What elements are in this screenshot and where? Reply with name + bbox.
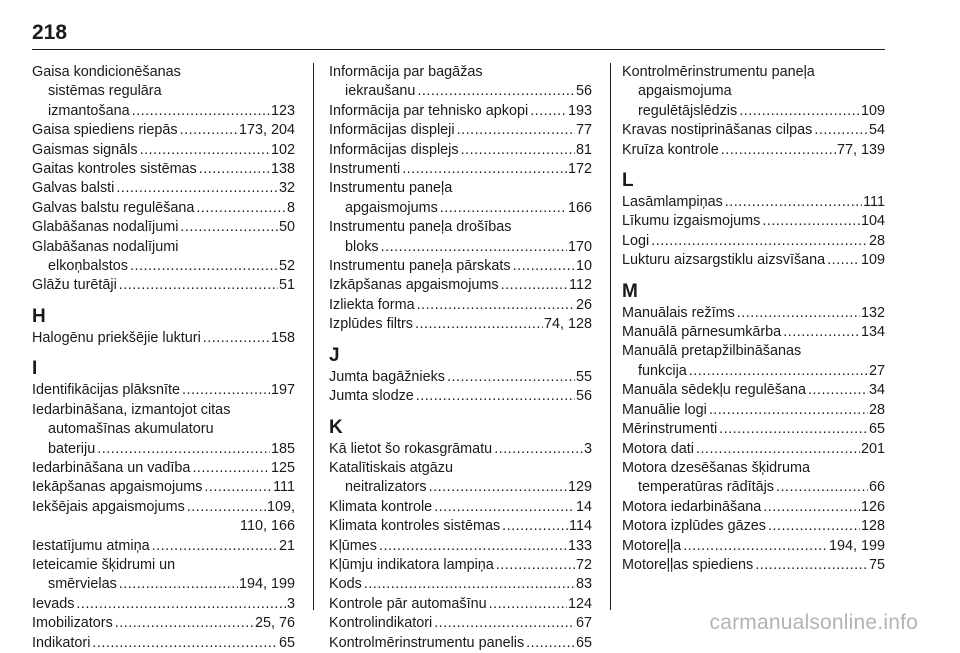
index-entry-term: Lukturu aizsargstiklu aizsvīšana xyxy=(622,252,826,269)
index-entry-pages: 132 xyxy=(860,304,885,321)
dot-leader xyxy=(417,82,575,101)
index-entry xyxy=(622,63,885,121)
header-rule xyxy=(32,49,885,50)
dot-leader xyxy=(513,257,575,276)
index-entry-term: temperatūras rādītājs xyxy=(638,479,774,496)
index-entry-term-line: Manuālā pretapžilbināšanas xyxy=(622,343,802,360)
index-entry xyxy=(32,276,295,295)
index-entry-term-line: sistēmas regulāra xyxy=(48,83,162,100)
dot-leader xyxy=(204,478,272,497)
index-letter-heading: H xyxy=(32,305,46,327)
index-entry-term-line: automašīnas akumulatoru xyxy=(48,421,214,438)
dot-leader xyxy=(140,141,270,160)
index-entry-term: Motoreļļa xyxy=(622,537,682,554)
index-entry-term: Izliekta forma xyxy=(329,296,415,313)
index-entry xyxy=(32,459,295,478)
index-entry-term: Kods xyxy=(329,576,362,593)
index-entry-term: Manuālais režīms xyxy=(622,304,735,321)
index-entry xyxy=(329,315,592,334)
index-entry-term: Iestatījumu atmiņa xyxy=(32,537,150,554)
index-entry-pages: 194, 199 xyxy=(828,537,885,554)
dot-leader xyxy=(97,440,270,459)
dot-leader xyxy=(526,634,575,653)
index-entry xyxy=(329,517,592,536)
index-entry xyxy=(329,459,592,498)
index-entry xyxy=(329,102,592,121)
dot-leader xyxy=(402,160,567,179)
dot-leader xyxy=(415,315,543,334)
index-entry-pages: 172 xyxy=(567,161,592,178)
dot-leader xyxy=(494,440,583,459)
index-entry-term-line: Ieteicamie šķidrumi un xyxy=(32,556,176,573)
index-letter-heading: L xyxy=(622,170,634,192)
index-entry xyxy=(32,329,295,348)
index-entry-term-line: Informācija par bagāžas xyxy=(329,64,483,80)
index-entry-pages: 114 xyxy=(569,518,592,535)
index-entry-pages: 3 xyxy=(286,595,295,612)
index-entry xyxy=(329,179,592,218)
index-entry xyxy=(329,141,592,160)
index-entry-pages: 66 xyxy=(868,479,885,496)
dot-leader xyxy=(364,575,575,594)
index-entry xyxy=(32,614,295,633)
dot-leader xyxy=(808,381,868,400)
index-entry-term: Kravas nostiprināšanas cilpas xyxy=(622,122,813,139)
index-entry-term-line: Katalītiskais atgāzu xyxy=(329,459,453,476)
index-entry-term: Gaisa spiediens riepās xyxy=(32,122,178,139)
index-entry-term: Klimata kontroles sistēmas xyxy=(329,518,501,535)
index-entry-pages: 185 xyxy=(270,440,295,457)
index-entry-term: Glāžu turētāji xyxy=(32,277,117,294)
index-entry-pages: 173, 204 xyxy=(238,122,295,139)
index-entry-pages: 112 xyxy=(569,277,592,294)
index-entry-pages: 111 xyxy=(273,479,295,496)
dot-leader xyxy=(696,440,860,459)
index-entry xyxy=(329,63,592,102)
index-entry-pages: 67 xyxy=(575,615,592,632)
index-entry-pages: 166 xyxy=(567,199,592,216)
index-entry-term-line: Glabāšanas nodalījumi xyxy=(32,238,179,255)
index-entry-term: Gaismas signāls xyxy=(32,141,138,158)
index-entry-pages: 3 xyxy=(583,440,592,457)
index-entry xyxy=(329,595,592,614)
index-entry-pages: 77 xyxy=(575,122,592,139)
index-entry-term: Izkāpšanas apgaismojums xyxy=(329,277,499,294)
index-entry-pages: 123 xyxy=(270,102,295,119)
index-entry-term: iekraušanu xyxy=(345,83,416,100)
index-entry-term-line: Motora dzesēšanas šķidruma xyxy=(622,459,810,476)
index-entry-term: Manuāla sēdekļu regulēšana xyxy=(622,382,807,399)
dot-leader xyxy=(132,102,270,121)
index-entry-pages: 197 xyxy=(270,382,295,399)
index-entry-pages: 125 xyxy=(270,459,295,476)
index-entry xyxy=(622,420,885,439)
index-entry xyxy=(622,212,885,231)
dot-leader xyxy=(689,362,868,381)
dot-leader xyxy=(501,276,568,295)
page-number: 218 xyxy=(32,21,68,44)
index-column-3 xyxy=(622,63,885,575)
index-entry-term: Motora dati xyxy=(622,440,694,457)
index-entry-pages: 138 xyxy=(270,161,295,178)
dot-leader xyxy=(440,199,567,218)
index-entry-pages: 51 xyxy=(278,277,295,294)
dot-leader xyxy=(502,517,568,536)
dot-leader xyxy=(719,420,868,439)
dot-leader xyxy=(192,459,270,478)
index-entry-term: Līkumu izgaismojums xyxy=(622,213,761,230)
index-entry-pages: 27 xyxy=(868,362,885,379)
index-entry-pages: 193 xyxy=(567,102,592,119)
index-entry-pages: 34 xyxy=(868,382,885,399)
index-entry-term-line: Gaisa kondicionēšanas xyxy=(32,64,181,80)
index-entry xyxy=(622,556,885,575)
index-entry-term: Kā lietot šo rokasgrāmatu xyxy=(329,440,493,457)
index-entry xyxy=(329,556,592,575)
dot-leader xyxy=(496,556,575,575)
index-entry-term: izmantošana xyxy=(48,102,130,119)
column-divider xyxy=(610,63,611,610)
index-entry xyxy=(32,199,295,218)
index-entry-pages: 14 xyxy=(575,498,592,515)
dot-leader xyxy=(457,121,575,140)
index-entry-pages: 65 xyxy=(278,634,295,651)
dot-leader xyxy=(725,193,862,212)
index-entry xyxy=(622,342,885,381)
dot-leader xyxy=(381,238,567,257)
dot-leader xyxy=(651,232,868,251)
index-entry-pages: 126 xyxy=(860,498,885,515)
index-entry xyxy=(32,63,295,121)
index-entry xyxy=(622,498,885,517)
dot-leader xyxy=(683,537,828,556)
index-entry xyxy=(329,498,592,517)
index-entry-term: Glabāšanas nodalījumi xyxy=(32,219,179,236)
dot-leader xyxy=(92,634,278,653)
index-entry-term-line: apgaismojuma xyxy=(638,83,732,100)
index-entry-term: Kontrolmērinstrumentu panelis xyxy=(329,634,525,651)
index-entry-pages: 50 xyxy=(278,219,295,236)
index-entry-term: Iekšējais apgaismojums xyxy=(32,498,185,515)
dot-leader xyxy=(119,276,278,295)
index-entry xyxy=(329,537,592,556)
index-entry-pages: 133 xyxy=(567,537,592,554)
index-entry xyxy=(329,440,592,459)
index-entry-term-line: Instrumentu paneļa drošības xyxy=(329,219,512,236)
index-entry-pages: 201 xyxy=(860,440,885,457)
column-divider xyxy=(313,63,314,610)
index-entry-term: funkcija xyxy=(638,362,687,379)
dot-leader xyxy=(434,498,575,517)
index-entry-term: Kontrole pār automašīnu xyxy=(329,595,487,612)
index-entry-pages: 65 xyxy=(575,634,592,651)
index-entry-pages: 74, 128 xyxy=(543,316,592,333)
index-entry-term: Halogēnu priekšējie lukturi xyxy=(32,329,201,346)
dot-leader xyxy=(130,257,278,276)
dot-leader xyxy=(196,199,286,218)
index-entry xyxy=(329,160,592,179)
dot-leader xyxy=(203,329,270,348)
index-entry-pages: 28 xyxy=(868,232,885,249)
index-entry-term: Kļūmes xyxy=(329,537,377,554)
index-entry-pages: 129 xyxy=(567,479,592,496)
index-entry-term: elkoņbalstos xyxy=(48,258,128,275)
index-entry-pages: 52 xyxy=(278,258,295,275)
index-entry xyxy=(329,121,592,140)
index-entry-pages: 54 xyxy=(868,122,885,139)
index-entry-pages: 102 xyxy=(270,141,295,158)
index-entry-pages: 72 xyxy=(575,556,592,573)
dot-leader xyxy=(199,160,270,179)
dot-leader xyxy=(434,614,575,633)
index-entry-pages: 56 xyxy=(575,83,592,100)
index-entry-term: Gaitas kontroles sistēmas xyxy=(32,161,197,178)
index-entry xyxy=(32,634,295,653)
index-entry-pages: 26 xyxy=(575,296,592,313)
dot-leader xyxy=(180,121,238,140)
index-entry xyxy=(329,276,592,295)
dot-leader xyxy=(182,381,270,400)
index-entry xyxy=(32,121,295,140)
index-entry-pages: 111 xyxy=(863,194,885,211)
index-entry-term: Imobilizators xyxy=(32,615,113,632)
index-entry xyxy=(32,238,295,277)
index-entry-term: Identifikācijas plāksnīte xyxy=(32,382,180,399)
index-entry xyxy=(622,232,885,251)
index-entry-term-line: Instrumentu paneļa xyxy=(329,180,453,197)
dot-leader xyxy=(737,304,860,323)
index-entry-term: Jumta bagāžnieks xyxy=(329,368,445,385)
dot-leader xyxy=(783,323,860,342)
index-entry xyxy=(622,401,885,420)
dot-leader xyxy=(416,387,575,406)
dot-leader xyxy=(429,478,567,497)
index-entry-term: Motora iedarbināšana xyxy=(622,498,762,515)
index-entry-pages: 104 xyxy=(860,213,885,230)
dot-leader xyxy=(116,179,278,198)
dot-leader xyxy=(152,537,278,556)
dot-leader xyxy=(709,401,868,420)
dot-leader xyxy=(379,537,567,556)
index-entry-term: Informācijas displeji xyxy=(329,122,455,139)
index-entry-term: Galvas balsti xyxy=(32,180,115,197)
index-entry-term: Informācija par tehnisko apkopi xyxy=(329,102,529,119)
index-entry-pages: 170 xyxy=(567,238,592,255)
dot-leader xyxy=(755,556,868,575)
index-entry xyxy=(32,218,295,237)
index-entry xyxy=(622,517,885,536)
index-entry-term: bloks xyxy=(345,238,379,255)
dot-leader xyxy=(187,498,266,517)
index-entry-pages: 109 xyxy=(860,252,885,269)
index-entry-pages: 75 xyxy=(868,556,885,573)
index-entry-term: Instrumentu paneļa pārskats xyxy=(329,258,511,275)
dot-leader xyxy=(762,212,860,231)
index-letter-heading: K xyxy=(329,416,343,438)
index-entry-term: Manuālā pārnesumkārba xyxy=(622,324,782,341)
index-entry-pages: 109, xyxy=(266,498,295,515)
index-entry xyxy=(32,160,295,179)
index-entry xyxy=(622,304,885,323)
index-entry-term: Manuālie logi xyxy=(622,401,707,418)
index-column-2 xyxy=(329,63,592,653)
index-letter-heading: J xyxy=(329,344,340,366)
index-entry-term: Motoreļļas spiediens xyxy=(622,556,754,573)
index-entry xyxy=(329,368,592,387)
dot-leader xyxy=(530,102,567,121)
index-entry-pages: 28 xyxy=(868,401,885,418)
index-entry-term: Ievads xyxy=(32,595,75,612)
index-entry xyxy=(32,141,295,160)
index-entry xyxy=(32,401,295,459)
index-entry-pages: 55 xyxy=(575,368,592,385)
index-entry-term: Izplūdes filtrs xyxy=(329,316,413,333)
dot-leader xyxy=(461,141,575,160)
index-letter-heading: I xyxy=(32,358,38,380)
index-entry-term: apgaismojums xyxy=(345,199,438,216)
index-entry-term-line: Iedarbināšana, izmantojot citas xyxy=(32,401,231,418)
index-entry-pages: 124 xyxy=(567,595,592,612)
dot-leader xyxy=(115,614,254,633)
dot-leader xyxy=(76,595,286,614)
index-entry-pages: 32 xyxy=(278,180,295,197)
index-entry-term: smērvielas xyxy=(48,576,117,593)
index-entry xyxy=(329,614,592,633)
index-entry xyxy=(622,537,885,556)
index-entry xyxy=(622,459,885,498)
index-entry-term: Galvas balstu regulēšana xyxy=(32,199,195,216)
index-letter-heading: M xyxy=(622,280,638,302)
index-entry xyxy=(622,141,885,160)
index-entry-term: bateriju xyxy=(48,440,96,457)
index-entry-pages: 10 xyxy=(575,258,592,275)
index-entry xyxy=(622,440,885,459)
index-entry xyxy=(32,556,295,595)
index-entry-pages: 81 xyxy=(575,141,592,158)
index-entry xyxy=(329,387,592,406)
index-entry xyxy=(32,498,295,537)
index-entry-pages: 65 xyxy=(868,421,885,438)
index-entry-pages: 21 xyxy=(278,537,295,554)
index-entry xyxy=(329,257,592,276)
index-entry xyxy=(329,634,592,653)
index-entry-pages: 109 xyxy=(860,102,885,119)
index-entry xyxy=(32,537,295,556)
index-entry xyxy=(32,179,295,198)
index-entry xyxy=(329,296,592,315)
index-entry-pages: 194, 199 xyxy=(238,576,295,593)
index-entry-term: Mērinstrumenti xyxy=(622,421,718,438)
index-entry-pages: 8 xyxy=(286,199,295,216)
dot-leader xyxy=(827,251,860,270)
index-entry-term: Iedarbināšana un vadība xyxy=(32,459,191,476)
index-entry-pages: 128 xyxy=(860,518,885,535)
index-entry-term: Informācijas displejs xyxy=(329,141,459,158)
index-entry-term: Kontrolindikatori xyxy=(329,615,433,632)
index-entry-term: neitralizators xyxy=(345,479,427,496)
index-entry-term: Logi xyxy=(622,232,650,249)
index-entry xyxy=(622,121,885,140)
index-entry-pages: 25, 76 xyxy=(254,615,295,632)
index-entry-pages: 83 xyxy=(575,576,592,593)
index-entry xyxy=(622,193,885,212)
index-entry xyxy=(329,218,592,257)
index-entry-term: Motora izplūdes gāzes xyxy=(622,518,766,535)
dot-leader xyxy=(721,141,836,160)
index-entry xyxy=(622,381,885,400)
index-entry-pages-continued: 110, 166 xyxy=(240,518,295,535)
dot-leader xyxy=(119,575,238,594)
index-entry-pages: 158 xyxy=(270,329,295,346)
index-entry xyxy=(32,381,295,400)
index-entry-term: Jumta slodze xyxy=(329,388,414,405)
index-entry-term-line: Kontrolmērinstrumentu paneļa xyxy=(622,64,815,80)
index-entry xyxy=(329,575,592,594)
dot-leader xyxy=(489,595,567,614)
dot-leader xyxy=(814,121,868,140)
dot-leader xyxy=(417,296,575,315)
dot-leader xyxy=(180,218,278,237)
dot-leader xyxy=(768,517,860,536)
index-entry-term: Klimata kontrole xyxy=(329,498,433,515)
dot-leader xyxy=(763,498,860,517)
index-entry-term: Lasāmlampiņas xyxy=(622,194,723,211)
index-entry-pages: 77, 139 xyxy=(836,141,885,158)
index-entry-term: Kļūmju indikatora lampiņa xyxy=(329,556,494,573)
index-entry-term: Iekāpšanas apgaismojums xyxy=(32,479,203,496)
index-column-1 xyxy=(32,63,295,653)
index-entry-term: Kruīza kontrole xyxy=(622,141,719,158)
index-entry-pages: 134 xyxy=(860,324,885,341)
dot-leader xyxy=(739,102,860,121)
index-entry xyxy=(622,251,885,270)
index-entry xyxy=(32,478,295,497)
dot-leader xyxy=(447,368,575,387)
dot-leader xyxy=(776,478,868,497)
watermark: carmanualsonline.info xyxy=(709,611,918,634)
index-entry-term: regulētājslēdzis xyxy=(638,102,738,119)
index-entry-term: Indikatori xyxy=(32,634,91,651)
index-entry xyxy=(622,323,885,342)
index-entry-term: Instrumenti xyxy=(329,161,401,178)
index-entry xyxy=(32,595,295,614)
index-entry-pages: 56 xyxy=(575,388,592,405)
